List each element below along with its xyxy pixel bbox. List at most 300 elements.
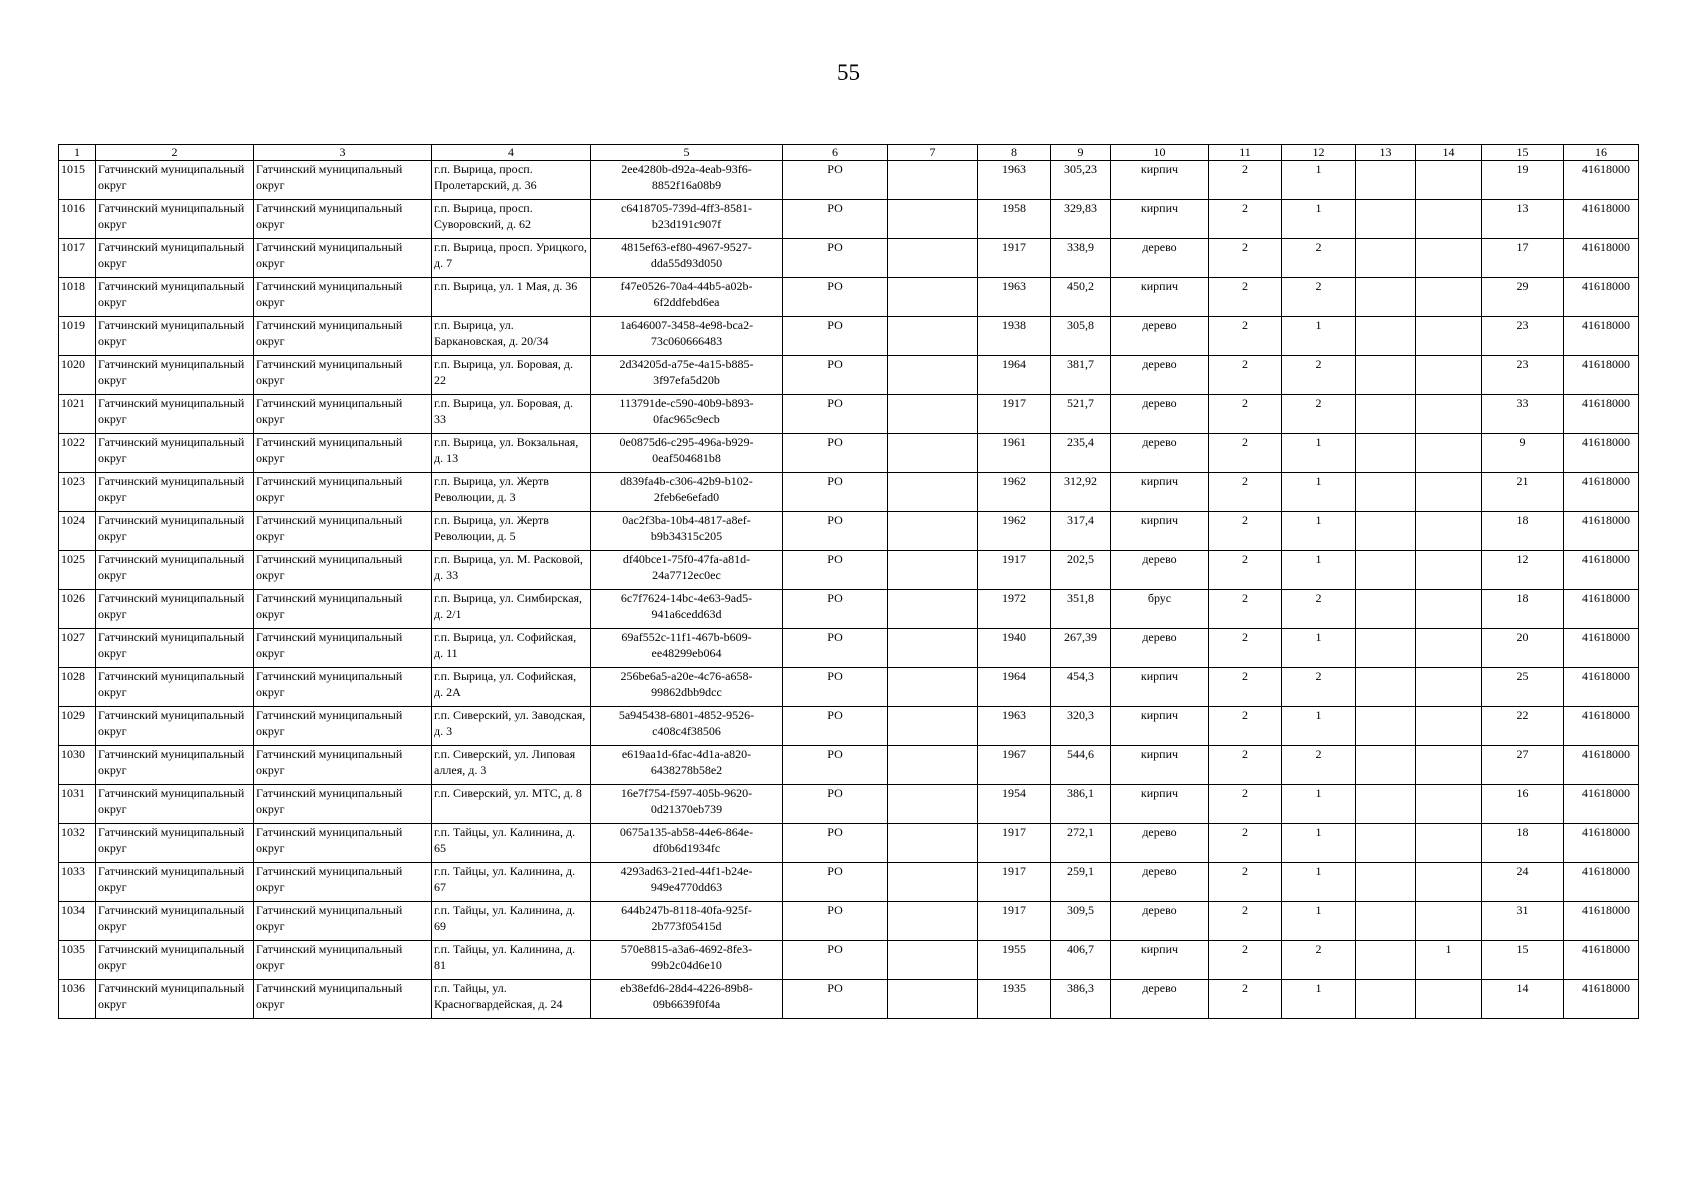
address-cell: г.п. Тайцы, ул. Красногвардейская, д. 24 xyxy=(432,980,591,1019)
year-cell: 1964 xyxy=(978,356,1051,395)
year-cell: 1917 xyxy=(978,551,1051,590)
column-15-cell: 18 xyxy=(1482,512,1564,551)
floors-cell: 2 xyxy=(1209,785,1282,824)
column-14-cell xyxy=(1416,668,1482,707)
column-12-cell: 2 xyxy=(1282,746,1356,785)
header-cell: 7 xyxy=(888,145,978,161)
header-cell: 16 xyxy=(1564,145,1639,161)
municipality-cell: Гатчинский муниципальный округ xyxy=(96,785,254,824)
row-number-cell: 1015 xyxy=(59,161,96,200)
address-cell: г.п. Сиверский, ул. Липовая аллея, д. 3 xyxy=(432,746,591,785)
address-cell: г.п. Тайцы, ул. Калинина, д. 65 xyxy=(432,824,591,863)
table-row xyxy=(59,395,1639,434)
guid-cell: 570e8815-a3a6-4692-8fe3-99b2c04d6e10 xyxy=(591,941,783,980)
column-13-cell xyxy=(1356,278,1416,317)
area-cell: 309,5 xyxy=(1051,902,1111,941)
year-cell: 1917 xyxy=(978,824,1051,863)
row-number-cell: 1028 xyxy=(59,668,96,707)
header-cell: 4 xyxy=(432,145,591,161)
guid-cell: 0675a135-ab58-44e6-864e-df0b6d1934fc xyxy=(591,824,783,863)
row-number-cell: 1019 xyxy=(59,317,96,356)
column-15-cell: 14 xyxy=(1482,980,1564,1019)
address-cell: г.п. Сиверский, ул. МТС, д. 8 xyxy=(432,785,591,824)
column-12-cell: 1 xyxy=(1282,473,1356,512)
address-cell: г.п. Вырица, ул. Баркановская, д. 20/34 xyxy=(432,317,591,356)
floors-cell: 2 xyxy=(1209,278,1282,317)
year-cell: 1917 xyxy=(978,902,1051,941)
type-cell: РО xyxy=(783,473,888,512)
address-cell: г.п. Вырица, ул. Софийская, д. 2А xyxy=(432,668,591,707)
guid-cell: c6418705-739d-4ff3-8581-b23d191c907f xyxy=(591,200,783,239)
oktmo-cell: 41618000 xyxy=(1564,512,1639,551)
floors-cell: 2 xyxy=(1209,512,1282,551)
area-cell: 202,5 xyxy=(1051,551,1111,590)
guid-cell: 16e7f754-f597-405b-9620-0d21370eb739 xyxy=(591,785,783,824)
wall-material-cell: брус xyxy=(1111,590,1209,629)
column-12-cell: 1 xyxy=(1282,317,1356,356)
oktmo-cell: 41618000 xyxy=(1564,980,1639,1019)
municipality-cell: Гатчинский муниципальный округ xyxy=(96,824,254,863)
guid-cell: 0ac2f3ba-10b4-4817-a8ef-b9b34315c205 xyxy=(591,512,783,551)
municipality-cell: Гатчинский муниципальный округ xyxy=(96,317,254,356)
wall-material-cell: дерево xyxy=(1111,824,1209,863)
area-cell: 386,3 xyxy=(1051,980,1111,1019)
address-cell: г.п. Вырица, ул. Жертв Революции, д. 5 xyxy=(432,512,591,551)
floors-cell: 2 xyxy=(1209,629,1282,668)
district-cell: Гатчинский муниципальный округ xyxy=(254,902,432,941)
floors-cell: 2 xyxy=(1209,356,1282,395)
column-13-cell xyxy=(1356,473,1416,512)
year-cell: 1917 xyxy=(978,863,1051,902)
column-14-cell xyxy=(1416,902,1482,941)
table-row xyxy=(59,941,1639,980)
column-15-cell: 20 xyxy=(1482,629,1564,668)
type-cell: РО xyxy=(783,200,888,239)
page-number: 55 xyxy=(837,60,860,85)
district-cell: Гатчинский муниципальный округ xyxy=(254,785,432,824)
area-cell: 338,9 xyxy=(1051,239,1111,278)
guid-cell: 4815ef63-ef80-4967-9527-dda55d93d050 xyxy=(591,239,783,278)
guid-cell: 4293ad63-21ed-44f1-b24e-949e4770dd63 xyxy=(591,863,783,902)
column-13-cell xyxy=(1356,707,1416,746)
type-cell: РО xyxy=(783,551,888,590)
floors-cell: 2 xyxy=(1209,941,1282,980)
column-7-cell xyxy=(888,863,978,902)
district-cell: Гатчинский муниципальный округ xyxy=(254,473,432,512)
table-row xyxy=(59,278,1639,317)
type-cell: РО xyxy=(783,512,888,551)
column-13-cell xyxy=(1356,629,1416,668)
municipality-cell: Гатчинский муниципальный округ xyxy=(96,200,254,239)
column-15-cell: 24 xyxy=(1482,863,1564,902)
header-cell: 1 xyxy=(59,145,96,161)
column-14-cell xyxy=(1416,824,1482,863)
wall-material-cell: кирпич xyxy=(1111,512,1209,551)
guid-cell: d839fa4b-c306-42b9-b102-2feb6e6efad0 xyxy=(591,473,783,512)
year-cell: 1963 xyxy=(978,707,1051,746)
guid-cell: eb38efd6-28d4-4226-89b8-09b6639f0f4a xyxy=(591,980,783,1019)
address-cell: г.п. Вырица, ул. Боровая, д. 33 xyxy=(432,395,591,434)
column-7-cell xyxy=(888,278,978,317)
row-number-cell: 1018 xyxy=(59,278,96,317)
area-cell: 450,2 xyxy=(1051,278,1111,317)
floors-cell: 2 xyxy=(1209,668,1282,707)
column-15-cell: 15 xyxy=(1482,941,1564,980)
type-cell: РО xyxy=(783,746,888,785)
type-cell: РО xyxy=(783,317,888,356)
column-7-cell xyxy=(888,473,978,512)
column-14-cell xyxy=(1416,980,1482,1019)
column-12-cell: 1 xyxy=(1282,551,1356,590)
column-15-cell: 22 xyxy=(1482,707,1564,746)
column-14-cell: 1 xyxy=(1416,941,1482,980)
column-15-cell: 29 xyxy=(1482,278,1564,317)
table-row xyxy=(59,356,1639,395)
type-cell: РО xyxy=(783,824,888,863)
year-cell: 1955 xyxy=(978,941,1051,980)
municipality-cell: Гатчинский муниципальный округ xyxy=(96,980,254,1019)
guid-cell: 0e0875d6-c295-496a-b929-0eaf504681b8 xyxy=(591,434,783,473)
area-cell: 386,1 xyxy=(1051,785,1111,824)
row-number-cell: 1023 xyxy=(59,473,96,512)
municipality-cell: Гатчинский муниципальный округ xyxy=(96,746,254,785)
oktmo-cell: 41618000 xyxy=(1564,785,1639,824)
district-cell: Гатчинский муниципальный округ xyxy=(254,590,432,629)
floors-cell: 2 xyxy=(1209,473,1282,512)
column-13-cell xyxy=(1356,941,1416,980)
area-cell: 235,4 xyxy=(1051,434,1111,473)
header-cell: 5 xyxy=(591,145,783,161)
header-cell: 15 xyxy=(1482,145,1564,161)
row-number-cell: 1027 xyxy=(59,629,96,668)
floors-cell: 2 xyxy=(1209,200,1282,239)
wall-material-cell: дерево xyxy=(1111,551,1209,590)
floors-cell: 2 xyxy=(1209,863,1282,902)
wall-material-cell: дерево xyxy=(1111,317,1209,356)
column-12-cell: 1 xyxy=(1282,161,1356,200)
row-number-cell: 1036 xyxy=(59,980,96,1019)
row-number-cell: 1020 xyxy=(59,356,96,395)
column-14-cell xyxy=(1416,239,1482,278)
address-cell: г.п. Вырица, ул. Вокзальная, д. 13 xyxy=(432,434,591,473)
floors-cell: 2 xyxy=(1209,707,1282,746)
district-cell: Гатчинский муниципальный округ xyxy=(254,629,432,668)
type-cell: РО xyxy=(783,980,888,1019)
column-12-cell: 2 xyxy=(1282,395,1356,434)
column-13-cell xyxy=(1356,395,1416,434)
column-14-cell xyxy=(1416,317,1482,356)
guid-cell: 6c7f7624-14bc-4e63-9ad5-941a6cedd63d xyxy=(591,590,783,629)
type-cell: РО xyxy=(783,629,888,668)
row-number-cell: 1024 xyxy=(59,512,96,551)
table-row xyxy=(59,551,1639,590)
column-12-cell: 2 xyxy=(1282,941,1356,980)
guid-cell: 2d34205d-a75e-4a15-b885-3f97efa5d20b xyxy=(591,356,783,395)
table-row xyxy=(59,590,1639,629)
row-number-cell: 1032 xyxy=(59,824,96,863)
column-13-cell xyxy=(1356,980,1416,1019)
type-cell: РО xyxy=(783,902,888,941)
column-15-cell: 17 xyxy=(1482,239,1564,278)
column-12-cell: 1 xyxy=(1282,512,1356,551)
column-7-cell xyxy=(888,629,978,668)
column-15-cell: 19 xyxy=(1482,161,1564,200)
column-15-cell: 27 xyxy=(1482,746,1564,785)
column-15-cell: 12 xyxy=(1482,551,1564,590)
column-13-cell xyxy=(1356,161,1416,200)
column-7-cell xyxy=(888,785,978,824)
oktmo-cell: 41618000 xyxy=(1564,434,1639,473)
oktmo-cell: 41618000 xyxy=(1564,356,1639,395)
year-cell: 1972 xyxy=(978,590,1051,629)
column-14-cell xyxy=(1416,512,1482,551)
column-13-cell xyxy=(1356,512,1416,551)
column-13-cell xyxy=(1356,902,1416,941)
column-7-cell xyxy=(888,707,978,746)
area-cell: 267,39 xyxy=(1051,629,1111,668)
wall-material-cell: кирпич xyxy=(1111,707,1209,746)
year-cell: 1954 xyxy=(978,785,1051,824)
column-14-cell xyxy=(1416,707,1482,746)
table-row xyxy=(59,473,1639,512)
row-number-cell: 1031 xyxy=(59,785,96,824)
guid-cell: 113791de-c590-40b9-b893-0fac965c9ecb xyxy=(591,395,783,434)
table-row xyxy=(59,824,1639,863)
year-cell: 1963 xyxy=(978,278,1051,317)
address-cell: г.п. Вырица, ул. Симбирская, д. 2/1 xyxy=(432,590,591,629)
oktmo-cell: 41618000 xyxy=(1564,278,1639,317)
column-12-cell: 1 xyxy=(1282,629,1356,668)
year-cell: 1940 xyxy=(978,629,1051,668)
municipality-cell: Гатчинский муниципальный округ xyxy=(96,629,254,668)
address-cell: г.п. Вырица, просп. Суворовский, д. 62 xyxy=(432,200,591,239)
year-cell: 1967 xyxy=(978,746,1051,785)
column-13-cell xyxy=(1356,200,1416,239)
district-cell: Гатчинский муниципальный округ xyxy=(254,317,432,356)
year-cell: 1938 xyxy=(978,317,1051,356)
column-13-cell xyxy=(1356,863,1416,902)
municipality-cell: Гатчинский муниципальный округ xyxy=(96,395,254,434)
floors-cell: 2 xyxy=(1209,746,1282,785)
column-number-header xyxy=(59,145,1639,161)
wall-material-cell: кирпич xyxy=(1111,278,1209,317)
row-number-cell: 1034 xyxy=(59,902,96,941)
table-row xyxy=(59,239,1639,278)
header-cell: 12 xyxy=(1282,145,1356,161)
column-7-cell xyxy=(888,668,978,707)
column-13-cell xyxy=(1356,356,1416,395)
guid-cell: 5a945438-6801-4852-9526-c408c4f38506 xyxy=(591,707,783,746)
municipality-cell: Гатчинский муниципальный округ xyxy=(96,473,254,512)
column-7-cell xyxy=(888,980,978,1019)
guid-cell: 2ee4280b-d92a-4eab-93f6-8852f16a08b9 xyxy=(591,161,783,200)
wall-material-cell: кирпич xyxy=(1111,668,1209,707)
district-cell: Гатчинский муниципальный округ xyxy=(254,824,432,863)
district-cell: Гатчинский муниципальный округ xyxy=(254,746,432,785)
district-cell: Гатчинский муниципальный округ xyxy=(254,356,432,395)
municipality-cell: Гатчинский муниципальный округ xyxy=(96,278,254,317)
column-14-cell xyxy=(1416,395,1482,434)
type-cell: РО xyxy=(783,668,888,707)
row-number-cell: 1017 xyxy=(59,239,96,278)
address-cell: г.п. Вырица, ул. Боровая, д. 22 xyxy=(432,356,591,395)
type-cell: РО xyxy=(783,590,888,629)
municipality-cell: Гатчинский муниципальный округ xyxy=(96,863,254,902)
area-cell: 317,4 xyxy=(1051,512,1111,551)
column-15-cell: 18 xyxy=(1482,824,1564,863)
year-cell: 1962 xyxy=(978,473,1051,512)
year-cell: 1961 xyxy=(978,434,1051,473)
district-cell: Гатчинский муниципальный округ xyxy=(254,278,432,317)
oktmo-cell: 41618000 xyxy=(1564,941,1639,980)
address-cell: г.п. Вырица, ул. Софийская, д. 11 xyxy=(432,629,591,668)
area-cell: 305,23 xyxy=(1051,161,1111,200)
column-13-cell xyxy=(1356,239,1416,278)
guid-cell: f47e0526-70a4-44b5-a02b-6f2ddfebd6ea xyxy=(591,278,783,317)
type-cell: РО xyxy=(783,785,888,824)
floors-cell: 2 xyxy=(1209,902,1282,941)
header-cell: 6 xyxy=(783,145,888,161)
guid-cell: e619aa1d-6fac-4d1a-a820-6438278b58e2 xyxy=(591,746,783,785)
column-7-cell xyxy=(888,941,978,980)
column-7-cell xyxy=(888,317,978,356)
table-row xyxy=(59,902,1639,941)
row-number-cell: 1029 xyxy=(59,707,96,746)
column-14-cell xyxy=(1416,161,1482,200)
oktmo-cell: 41618000 xyxy=(1564,863,1639,902)
floors-cell: 2 xyxy=(1209,980,1282,1019)
district-cell: Гатчинский муниципальный округ xyxy=(254,980,432,1019)
row-number-cell: 1016 xyxy=(59,200,96,239)
column-7-cell xyxy=(888,356,978,395)
address-cell: г.п. Тайцы, ул. Калинина, д. 69 xyxy=(432,902,591,941)
column-15-cell: 21 xyxy=(1482,473,1564,512)
oktmo-cell: 41618000 xyxy=(1564,746,1639,785)
row-number-cell: 1033 xyxy=(59,863,96,902)
area-cell: 454,3 xyxy=(1051,668,1111,707)
column-15-cell: 23 xyxy=(1482,317,1564,356)
table-row xyxy=(59,785,1639,824)
guid-cell: 644b247b-8118-40fa-925f-2b773f05415d xyxy=(591,902,783,941)
table-row xyxy=(59,434,1639,473)
type-cell: РО xyxy=(783,395,888,434)
column-12-cell: 1 xyxy=(1282,707,1356,746)
column-14-cell xyxy=(1416,863,1482,902)
floors-cell: 2 xyxy=(1209,590,1282,629)
header-cell: 11 xyxy=(1209,145,1282,161)
table-row xyxy=(59,746,1639,785)
guid-cell: 256be6a5-a20e-4c76-a658-99862dbb9dcc xyxy=(591,668,783,707)
column-12-cell: 1 xyxy=(1282,980,1356,1019)
oktmo-cell: 41618000 xyxy=(1564,473,1639,512)
column-14-cell xyxy=(1416,200,1482,239)
year-cell: 1963 xyxy=(978,161,1051,200)
area-cell: 381,7 xyxy=(1051,356,1111,395)
guid-cell: df40bce1-75f0-47fa-a81d-24a7712ec0ec xyxy=(591,551,783,590)
column-14-cell xyxy=(1416,785,1482,824)
column-7-cell xyxy=(888,824,978,863)
table-row xyxy=(59,980,1639,1019)
column-14-cell xyxy=(1416,473,1482,512)
column-7-cell xyxy=(888,200,978,239)
header-cell: 3 xyxy=(254,145,432,161)
municipality-cell: Гатчинский муниципальный округ xyxy=(96,434,254,473)
row-number-cell: 1026 xyxy=(59,590,96,629)
wall-material-cell: дерево xyxy=(1111,980,1209,1019)
column-13-cell xyxy=(1356,668,1416,707)
area-cell: 259,1 xyxy=(1051,863,1111,902)
oktmo-cell: 41618000 xyxy=(1564,707,1639,746)
column-14-cell xyxy=(1416,746,1482,785)
column-13-cell xyxy=(1356,551,1416,590)
district-cell: Гатчинский муниципальный округ xyxy=(254,863,432,902)
oktmo-cell: 41618000 xyxy=(1564,824,1639,863)
table-row xyxy=(59,668,1639,707)
column-15-cell: 25 xyxy=(1482,668,1564,707)
oktmo-cell: 41618000 xyxy=(1564,317,1639,356)
column-7-cell xyxy=(888,551,978,590)
header-cell: 2 xyxy=(96,145,254,161)
district-cell: Гатчинский муниципальный округ xyxy=(254,707,432,746)
municipality-cell: Гатчинский муниципальный округ xyxy=(96,902,254,941)
header-cell: 14 xyxy=(1416,145,1482,161)
municipality-cell: Гатчинский муниципальный округ xyxy=(96,239,254,278)
oktmo-cell: 41618000 xyxy=(1564,902,1639,941)
oktmo-cell: 41618000 xyxy=(1564,239,1639,278)
district-cell: Гатчинский муниципальный округ xyxy=(254,395,432,434)
area-cell: 521,7 xyxy=(1051,395,1111,434)
floors-cell: 2 xyxy=(1209,239,1282,278)
column-12-cell: 2 xyxy=(1282,278,1356,317)
column-7-cell xyxy=(888,746,978,785)
wall-material-cell: кирпич xyxy=(1111,161,1209,200)
address-cell: г.п. Вырица, ул. 1 Мая, д. 36 xyxy=(432,278,591,317)
oktmo-cell: 41618000 xyxy=(1564,200,1639,239)
column-15-cell: 23 xyxy=(1482,356,1564,395)
wall-material-cell: дерево xyxy=(1111,395,1209,434)
column-13-cell xyxy=(1356,434,1416,473)
oktmo-cell: 41618000 xyxy=(1564,668,1639,707)
oktmo-cell: 41618000 xyxy=(1564,551,1639,590)
column-12-cell: 1 xyxy=(1282,902,1356,941)
floors-cell: 2 xyxy=(1209,317,1282,356)
column-15-cell: 33 xyxy=(1482,395,1564,434)
municipality-cell: Гатчинский муниципальный округ xyxy=(96,590,254,629)
column-14-cell xyxy=(1416,434,1482,473)
municipality-cell: Гатчинский муниципальный округ xyxy=(96,941,254,980)
table-row xyxy=(59,317,1639,356)
column-15-cell: 31 xyxy=(1482,902,1564,941)
wall-material-cell: дерево xyxy=(1111,239,1209,278)
municipality-cell: Гатчинский муниципальный округ xyxy=(96,356,254,395)
table-row xyxy=(59,707,1639,746)
wall-material-cell: дерево xyxy=(1111,902,1209,941)
district-cell: Гатчинский муниципальный округ xyxy=(254,200,432,239)
header-cell: 10 xyxy=(1111,145,1209,161)
district-cell: Гатчинский муниципальный округ xyxy=(254,239,432,278)
row-number-cell: 1030 xyxy=(59,746,96,785)
table-row xyxy=(59,512,1639,551)
type-cell: РО xyxy=(783,863,888,902)
wall-material-cell: кирпич xyxy=(1111,200,1209,239)
column-13-cell xyxy=(1356,590,1416,629)
wall-material-cell: кирпич xyxy=(1111,941,1209,980)
table-row xyxy=(59,161,1639,200)
column-14-cell xyxy=(1416,278,1482,317)
oktmo-cell: 41618000 xyxy=(1564,629,1639,668)
wall-material-cell: дерево xyxy=(1111,434,1209,473)
floors-cell: 2 xyxy=(1209,395,1282,434)
